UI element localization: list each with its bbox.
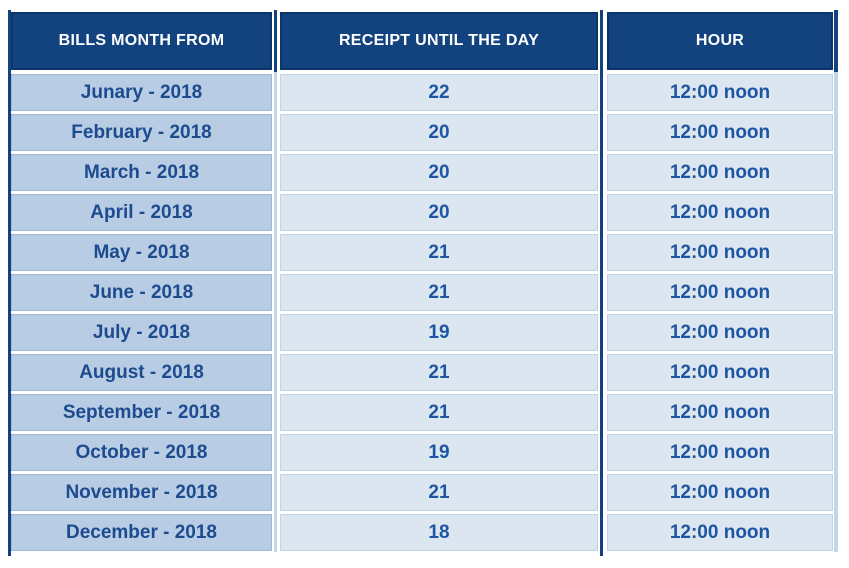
cell-receipt-day: 21 [280,474,598,511]
cell-hour: 12:00 noon [607,154,833,191]
cell-receipt-day: 20 [280,194,598,231]
cell-receipt-day: 18 [280,514,598,551]
cell-month: February - 2018 [11,114,272,151]
table-border-right [834,10,838,552]
cell-month: August - 2018 [11,354,272,391]
cell-receipt-day: 21 [280,274,598,311]
column-bills-month [11,12,272,551]
cell-hour: 12:00 noon [607,274,833,311]
cell-hour: 12:00 noon [607,394,833,431]
cell-receipt-day: 21 [280,234,598,271]
cell-month: June - 2018 [11,274,272,311]
cell-hour: 12:00 noon [607,354,833,391]
cell-hour: 12:00 noon [607,234,833,271]
column-header-receipt-day: RECEIPT UNTIL THE DAY [280,12,598,70]
column-hour [607,12,833,551]
cell-receipt-day: 20 [280,114,598,151]
cell-receipt-day: 19 [280,434,598,471]
cell-receipt-day: 21 [280,354,598,391]
cell-receipt-day: 20 [280,154,598,191]
cell-hour: 12:00 noon [607,314,833,351]
column-header-hour: HOUR [607,12,833,70]
column-divider-month-day [274,10,277,552]
cell-month: Junary - 2018 [11,74,272,111]
cell-hour: 12:00 noon [607,474,833,511]
cell-month: July - 2018 [11,314,272,351]
cell-hour: 12:00 noon [607,114,833,151]
cell-receipt-day: 22 [280,74,598,111]
column-divider-day-hour [600,10,603,556]
cell-hour: 12:00 noon [607,434,833,471]
cell-month: May - 2018 [11,234,272,271]
cell-month: November - 2018 [11,474,272,511]
cell-month: September - 2018 [11,394,272,431]
cell-month: December - 2018 [11,514,272,551]
cell-month: March - 2018 [11,154,272,191]
cell-month: April - 2018 [11,194,272,231]
cell-hour: 12:00 noon [607,514,833,551]
cell-receipt-day: 21 [280,394,598,431]
cell-hour: 12:00 noon [607,74,833,111]
cell-receipt-day: 19 [280,314,598,351]
cell-month: October - 2018 [11,434,272,471]
cell-hour: 12:00 noon [607,194,833,231]
column-receipt-day [280,12,598,551]
column-header-bills-month: BILLS MONTH FROM [11,12,272,70]
